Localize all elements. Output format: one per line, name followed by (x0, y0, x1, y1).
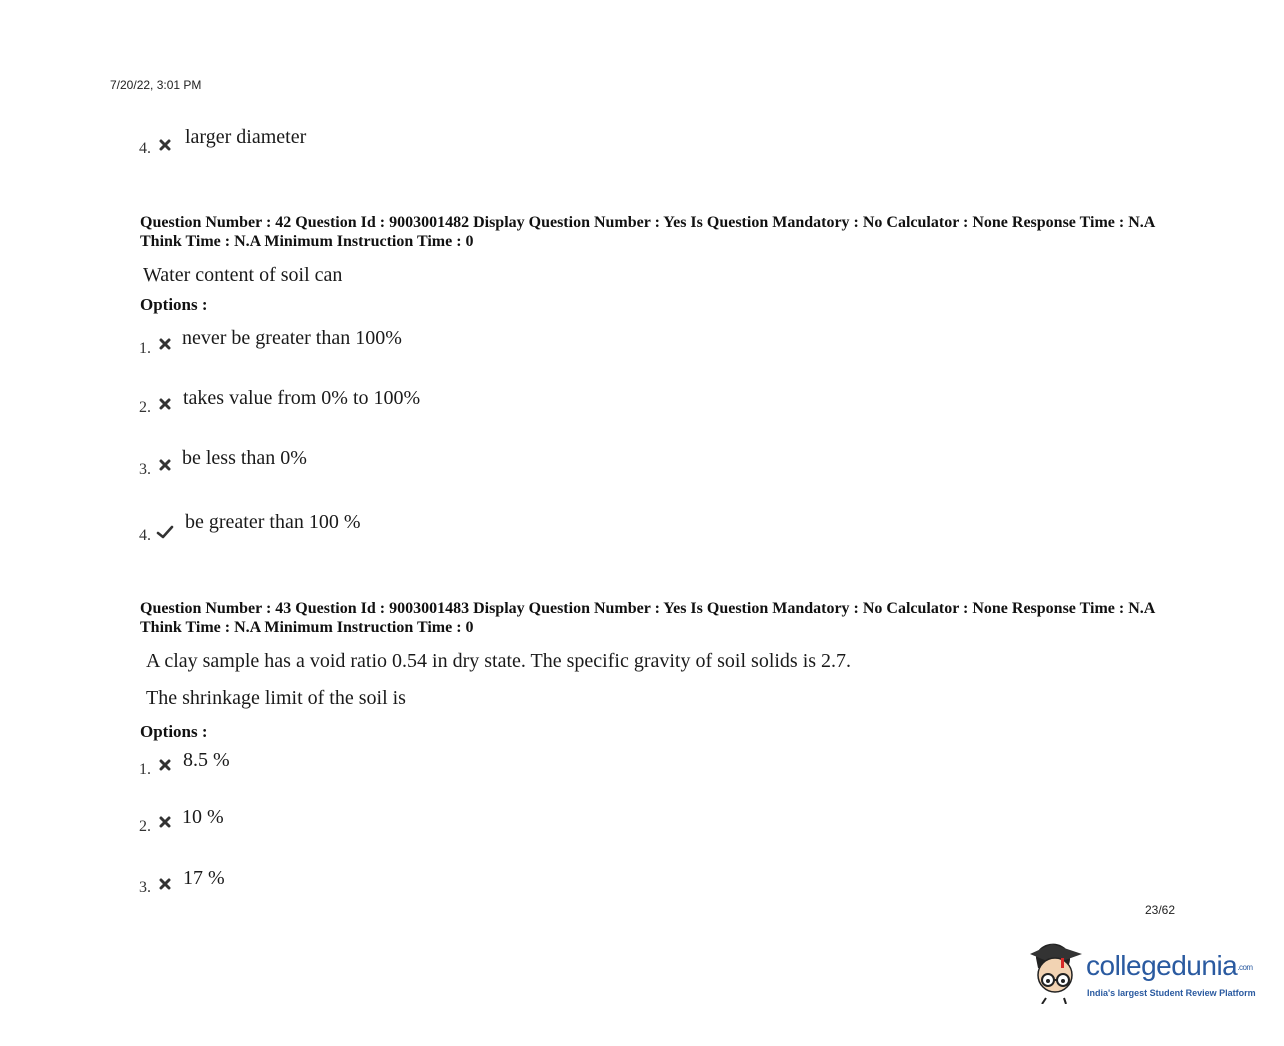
question-meta: Question Number : 43 Question Id : 9003001483 Display Question Number : Yes Is Question Mandatory : No Calculator : None Response Time : N.A Think Time : N.A Minimum Instruction Time : 0 (140, 600, 1155, 636)
mascot-logo-icon (1024, 940, 1084, 1004)
option-text: never be greater than 100% (182, 327, 402, 349)
cross-icon (158, 877, 172, 891)
option-number: 2. (139, 818, 151, 835)
option-number: 4. (139, 527, 151, 544)
question-text-line-2: The shrinkage limit of the soil is (146, 687, 406, 709)
option-number: 3. (139, 461, 151, 478)
question-text-line-1: A clay sample has a void ratio 0.54 in dry state. The specific gravity of soil solids is 2.7. (146, 650, 852, 672)
brand-tagline: India's largest Student Review Platform (1087, 988, 1256, 998)
options-label: Options : (140, 722, 208, 741)
option-text: be greater than 100 % (185, 511, 361, 533)
option-text: be less than 0% (182, 447, 307, 469)
cross-icon (158, 337, 172, 351)
option-text: takes value from 0% to 100% (183, 387, 421, 409)
option-text: larger diameter (185, 126, 307, 148)
option-text: 8.5 % (183, 749, 230, 771)
option-number: 1. (139, 761, 151, 778)
page-number: 23/62 (1145, 903, 1176, 917)
cross-icon (158, 815, 172, 829)
option-text: 17 % (183, 867, 225, 889)
cross-icon (158, 138, 172, 152)
option-number: 4. (139, 140, 151, 157)
print-timestamp: 7/20/22, 3:01 PM (110, 78, 202, 92)
option-number: 1. (139, 340, 151, 357)
brand-name: collegedunia.com (1086, 950, 1253, 981)
cross-icon (158, 397, 172, 411)
question-meta: Question Number : 42 Question Id : 9003001482 Display Question Number : Yes Is Question Mandatory : No Calculator : None Response Time : N.A Think Time : N.A Minimum Instruction Time : 0 (140, 214, 1155, 250)
option-number: 2. (139, 399, 151, 416)
question-text: Water content of soil can (143, 264, 343, 286)
options-label: Options : (140, 295, 208, 314)
option-text: 10 % (182, 806, 224, 828)
brand-suffix: .com (1237, 963, 1253, 973)
cross-icon (158, 458, 172, 472)
check-icon (156, 524, 174, 540)
option-number: 3. (139, 879, 151, 896)
cross-icon (158, 758, 172, 772)
